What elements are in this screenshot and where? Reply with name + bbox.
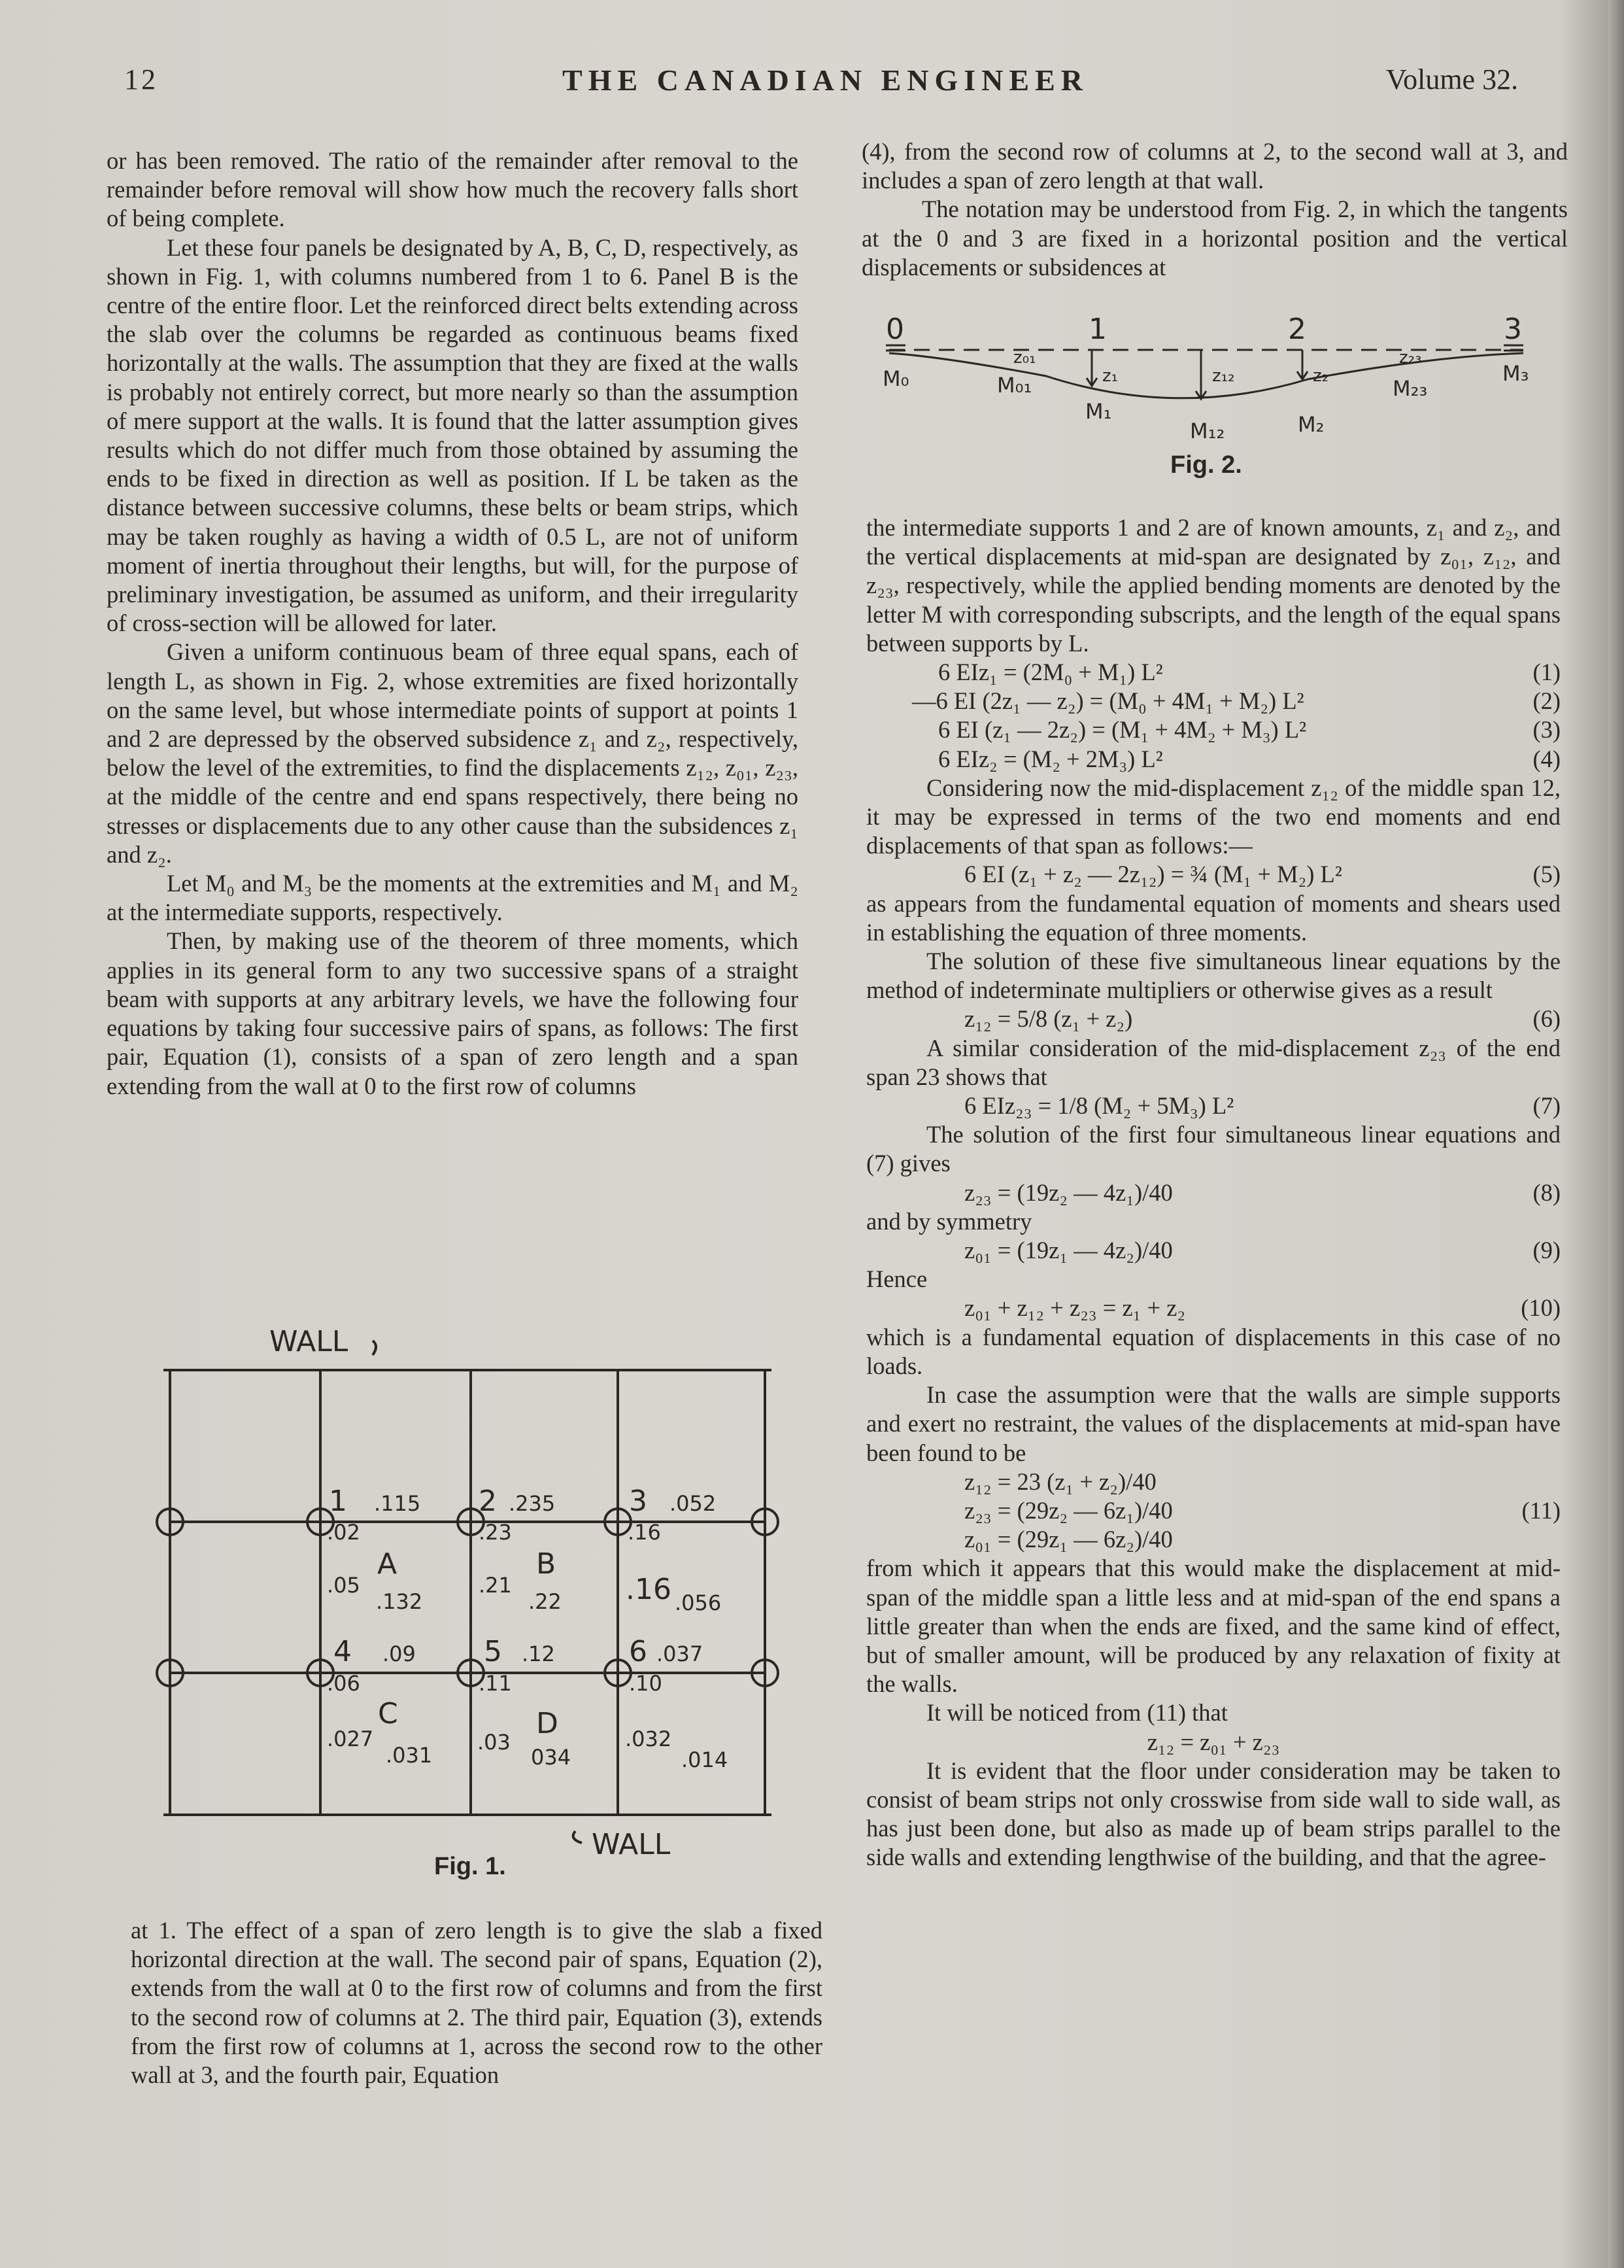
panel-value: 034 — [531, 1745, 571, 1770]
column-value: .09 — [382, 1641, 416, 1666]
left-column-top — [107, 146, 798, 1101]
column-value: .23 — [479, 1520, 512, 1545]
panel-value: .132 — [376, 1589, 423, 1614]
paragraph: Let M₀ and M₃ be the moments at the extremities and M₁ and M₂ at the intermediate supports, respectively. — [107, 870, 798, 926]
fig1-caption: Fig. 1. — [434, 1853, 506, 1880]
column-number: 2 — [479, 1485, 497, 1518]
column-value: .11 — [479, 1671, 512, 1696]
equation: 6 EI (z₁ + z₂ — 2z₁₂) = ¾ (M₁ + M₂) L² (5) — [964, 861, 1561, 888]
equation: 6 EIz₂ = (M₂ + 2M₃) L² (4) — [938, 745, 1561, 772]
equation-number: (11) — [1521, 1496, 1561, 1524]
column-value: .235 — [509, 1491, 556, 1516]
paragraph: Hence — [866, 1265, 928, 1293]
equation: z₁₂ = z₀₁ + z₂₃ — [1147, 1728, 1280, 1755]
equation: z₀₁ + z₁₂ + z₂₃ = z₁ + z₂ (10) — [964, 1294, 1561, 1322]
fig2-caption: Fig. 2. — [1170, 451, 1242, 479]
column-value: .12 — [522, 1641, 555, 1666]
fig2-label: 2 — [1288, 313, 1306, 346]
volume-label: Volume 32. — [1386, 63, 1519, 95]
fig2-label: 1 — [1089, 313, 1107, 346]
paragraph: The notation may be understood from Fig. 2, in which the tangents at the 0 and 3 are fixed in a horizontal position and the vertical displacements or subsidences at — [862, 196, 1568, 281]
column-value: .10 — [629, 1671, 662, 1696]
fig2-z: z₁ — [1102, 366, 1119, 386]
fig2-moment: M₂₃ — [1393, 376, 1428, 401]
panel-value: .22 — [528, 1589, 562, 1614]
fig2-label: 3 — [1504, 313, 1522, 346]
fig2-moment: M₀₁ — [997, 373, 1032, 398]
column-value: .06 — [327, 1671, 360, 1696]
equation: z₀₁ = (19z₁ — 4z₂)/40 (9) — [964, 1237, 1561, 1264]
fig2-moment: M₀ — [883, 366, 909, 391]
wall-label-bottom: WALL — [592, 1828, 671, 1861]
panel-value: .21 — [479, 1573, 512, 1598]
panel-value: .03 — [477, 1730, 511, 1755]
paragraph: Then, by making use of the theorem of three moments, which applies in its general form to any two successive spans of a straight beam with supports at any arbitrary levels, we have the following four equations by taking four successive pairs of spans, as follows: The first pair, Equation (1), consists of a span of zero length and a span extending from the wall at 0 to the first row of columns — [107, 927, 798, 1099]
equation: z₀₁ = (29z₁ — 6z₂)/40 — [964, 1526, 1173, 1553]
column-number: 1 — [329, 1485, 347, 1518]
column-number: 6 — [629, 1635, 647, 1668]
fig2-z: z₂₃ — [1399, 348, 1422, 368]
panel-label: C — [378, 1697, 398, 1730]
panel-value-c3: .16 — [626, 1573, 671, 1606]
panel-value: .031 — [386, 1743, 433, 1768]
equation: z₁₂ = 5/8 (z₁ + z₂) (6) — [964, 1005, 1561, 1033]
equation-group-11 — [866, 1468, 1561, 1555]
panel-value-c3: .056 — [675, 1590, 722, 1615]
page-number: 12 — [124, 63, 158, 95]
equation: 6 EIz₂₃ = 1/8 (M₂ + 5M₃) L² (7) — [964, 1092, 1561, 1120]
fig2-moment: M₂ — [1298, 412, 1325, 437]
paragraph: It will be noticed from (11) that — [926, 1699, 1228, 1727]
paragraph: (4), from the second row of columns at 2, to the second wall at 3, and includes a span of zero length at that wall. — [862, 138, 1568, 194]
paragraph: or has been removed. The ratio of the remainder after removal to the remainder before removal will show how much the recovery falls short of being complete. — [107, 147, 798, 232]
panel-value-c6: .014 — [681, 1747, 728, 1772]
fig2-z: z₁₂ — [1212, 366, 1235, 386]
paragraph: as appears from the fundamental equation of moments and shears used in establishing the equation of three moments. — [866, 889, 1561, 946]
column-value: .02 — [327, 1520, 360, 1545]
right-column-main — [866, 513, 1561, 1872]
panel-value: .027 — [327, 1727, 374, 1751]
equation: z₂₃ = (19z₂ — 4z₁)/40 (8) — [964, 1178, 1561, 1206]
equation: 6 EI (z₁ — 2z₂) = (M₁ + 4M₂ + M₃) L² (3) — [938, 716, 1561, 744]
paragraph: from which it appears that this would make the displacement at mid-span of the middle span a little less and at mid-span of the end spans a little greater than when the ends are fixed, and the same kind of effect, but of smaller amount, will be produced by any relaxation of fixity at the walls. — [866, 1555, 1561, 1698]
fig2-moment: M₃ — [1502, 361, 1529, 386]
wall-label-top: WALL — [269, 1325, 348, 1358]
left-column-bottom — [131, 1916, 822, 2089]
equation: z₂₃ = (29z₂ — 6z₁)/40 — [964, 1496, 1173, 1524]
column-number: 5 — [484, 1635, 502, 1668]
page-spine-shadow — [1608, 0, 1624, 2268]
equation: —6 EI (2z₁ — z₂) = (M₀ + 4M₁ + M₂) L² (2) — [912, 687, 1561, 715]
paragraph: The solution of the first four simultaneous linear equations and (7) gives — [866, 1121, 1561, 1177]
paragraph: In case the assumption were that the walls are simple supports and exert no restraint, the values of the displacements at mid-span have been found to be — [866, 1381, 1561, 1466]
column-number: 4 — [333, 1635, 352, 1668]
paragraph: The solution of these five simultaneous linear equations by the method of indeterminate multipliers or otherwise gives as a result — [866, 948, 1561, 1004]
panel-value-c6: .032 — [625, 1727, 672, 1751]
paragraph: Given a uniform continuous beam of three equal spans, each of length L, as shown in Fig. 2, whose extremities are fixed horizontally on the same level, but whose intermediate points of support at points 1 and 2 are depressed by the observed subsidence z₁ and z₂, respectively, below the level of the extremities, to find the displacements z₁₂, z₀₁, z₂₃, at the middle of the centre and end spans respectively, there being no stresses or displacements due to any other cause than the subsidences z₁ and z₂. — [107, 638, 798, 868]
fig2-z: z₂ — [1313, 366, 1329, 386]
column-value: .115 — [374, 1491, 421, 1516]
panel-value: .05 — [327, 1573, 360, 1598]
paragraph: at 1. The effect of a span of zero length is to give the slab a fixed horizontal direction at the wall. The second pair of spans, Equation (2), extends from the wall at 0 to the first row of columns and from the first to the second row of columns at 2. The third pair, Equation (3), extends from the first row of columns at 1, across the second row to the other wall at 3, and the fourth pair, Equation — [131, 1917, 822, 2089]
paragraph: A similar consideration of the mid-displacement z₂₃ of the end span 23 shows that — [866, 1034, 1561, 1090]
paragraph: the intermediate supports 1 and 2 are of known amounts, z₁ and z₂, and the vertical displacements at mid-span are designated by z₀₁, z₁₂, and z₂₃, respectively, while the applied bending moments are denoted by the letter M with corresponding subscripts, and the length of the equal spans between supports by L. — [866, 514, 1561, 657]
column-number: 3 — [629, 1485, 647, 1518]
panel-label: A — [377, 1547, 398, 1581]
column-value: .16 — [628, 1520, 661, 1545]
equation: z₁₂ = 23 (z₁ + z₂)/40 — [964, 1468, 1157, 1495]
paragraph: It is evident that the floor under consideration may be taken to consist of beam strips not only crosswise from side wall to side wall, as has just been done, but also as made up of beam strips parallel to the side walls and extending lengthwise of the building, and that the agree- — [866, 1757, 1561, 1871]
paragraph: Let these four panels be designated by A, B, C, D, respectively, as shown in Fig. 1, with columns numbered from 1 to 6. Panel B is the centre of the entire floor. Let the reinforced direct belts extending across the slab over the columns be regarded as continuous beams fixed horizontally at the walls. The assumption that they are fixed at the walls is probably not entirely correct, but more nearly so than the assumption of mere support at the walls. It is found that the latter assumption gives results which do not differ much from those obtained by assuming the ends to be fixed in direction as well as position. If L be taken as the distance between successive columns, these belts or beam strips, which may be taken roughly as having a width of 0.5 L, are not of uniform moment of inertia throughout their lengths, but will, for the purpose of preliminary investigation, be assumed as uniform, and their irregularity of cross-section will be allowed for later. — [107, 233, 798, 637]
panel-label: D — [536, 1707, 558, 1740]
paragraph: and by symmetry — [866, 1207, 1032, 1235]
fig2-z: z₀₁ — [1013, 348, 1036, 368]
equation: 6 EIz₁ = (2M₀ + M₁) L² (1) — [938, 659, 1561, 686]
fig2-label: 0 — [886, 313, 904, 346]
column-value: .052 — [669, 1491, 717, 1516]
fig2-moment: M₁₂ — [1190, 419, 1225, 443]
column-value: .037 — [656, 1641, 703, 1666]
journal-title: THE CANADIAN ENGINEER — [562, 63, 1089, 97]
paragraph: which is a fundamental equation of displacements in this case of no loads. — [866, 1323, 1561, 1379]
panel-label: B — [536, 1547, 556, 1581]
right-column-top — [862, 137, 1568, 282]
fig2-moment: M₁ — [1085, 399, 1112, 424]
paragraph: Considering now the mid-displacement z₁₂ of the middle span 12, it may be expressed in terms of the two end moments and end displacements of that span as follows:— — [866, 774, 1561, 859]
